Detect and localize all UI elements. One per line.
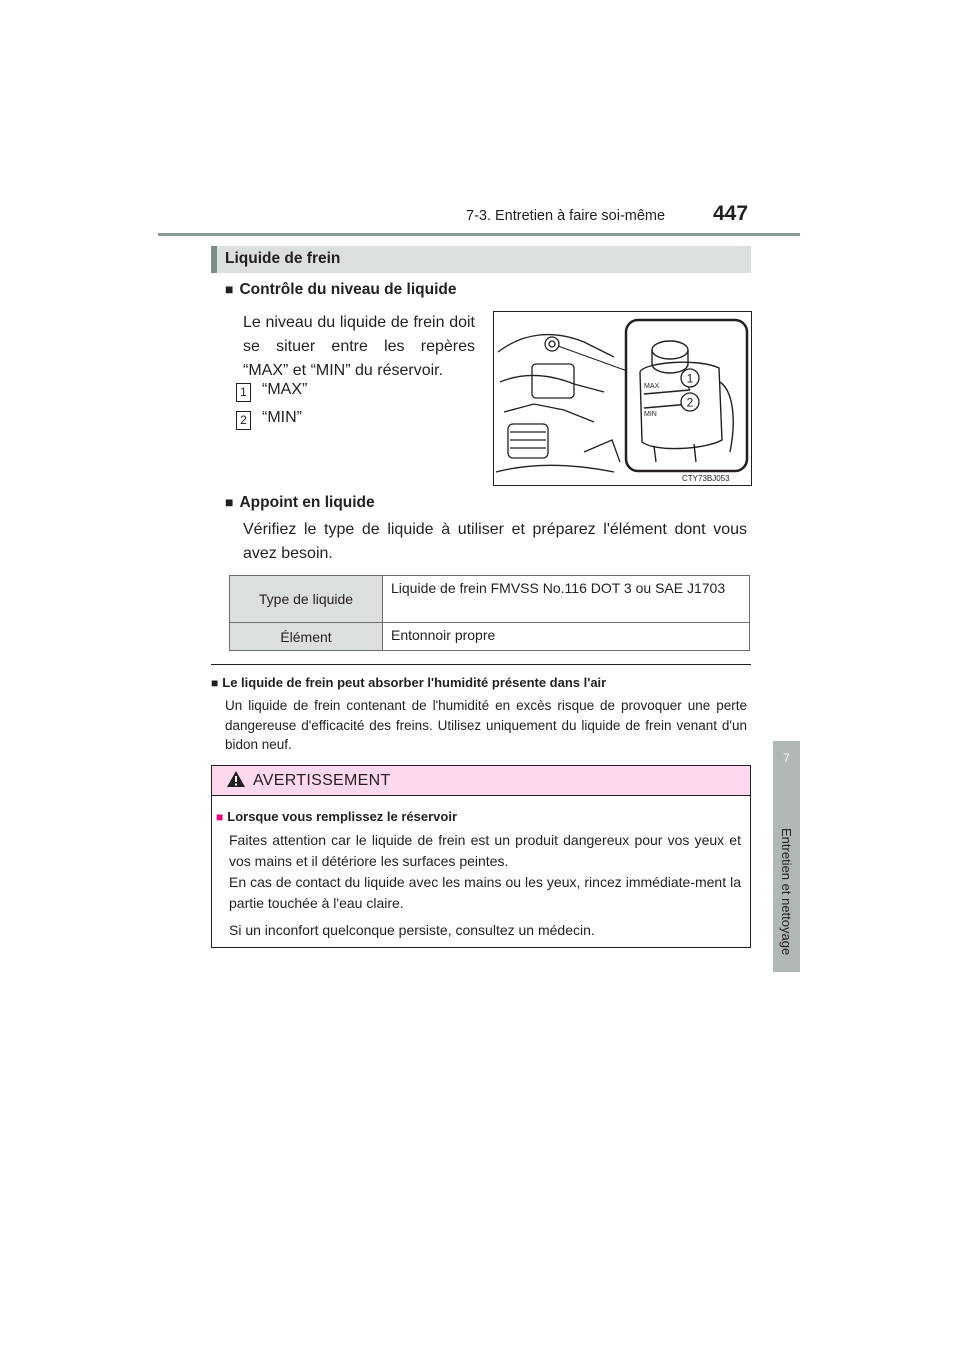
table-key: Type de liquide (230, 576, 383, 623)
table-row (230, 623, 750, 651)
table-row (230, 576, 750, 623)
header-divider (158, 233, 800, 236)
brake-fluid-reservoir-illustration (493, 311, 752, 486)
bullet-square-icon: ■ (225, 281, 234, 297)
hose-line (584, 440, 620, 462)
warning-paragraph: En cas de contact du liquide avec les mains ou les yeux, rincez immédiate-ment la partie touchée à l'eau claire. (229, 874, 741, 911)
fluid-spec-table (229, 575, 750, 651)
note-heading-text: Le liquide de frein peut absorber l'humidité présente dans l'air (222, 675, 607, 690)
note-heading (211, 675, 606, 690)
illustration-code: CTY73BJ053 (682, 474, 730, 483)
bullet-square-pink-icon: ■ (216, 810, 224, 824)
legend-label-min: “MIN” (262, 409, 302, 426)
callout-label-1: 1 (686, 371, 694, 386)
engine-line-3 (504, 404, 594, 422)
note-paragraph: Un liquide de frein contenant de l'humidité en excès risque de provoquer une perte dangereuse d'efficacité des freins. Utilisez uniquement du liquide de frein venant d'un bidon neuf. (225, 698, 747, 752)
warning-paragraph: Si un inconfort quelconque persiste, consultez un médecin. (229, 922, 595, 938)
check-heading (225, 281, 456, 299)
warning-body (229, 830, 741, 941)
page-number: 447 (713, 202, 749, 225)
battery-vents (510, 432, 546, 448)
table-value: Entonnoir propre (383, 623, 750, 651)
warning-paragraph: Faites attention car le liquide de frein est un produit dangereux pour vos yeux et vos mains et il détériore les surfaces peintes. (229, 832, 741, 869)
warning-triangle-icon (226, 770, 246, 788)
warning-title: AVERTISSEMENT (253, 772, 391, 789)
running-header-section: 7-3. Entretien à faire soi-même (466, 208, 666, 224)
legend-number-2: 2 (236, 411, 251, 430)
fender-line (496, 465, 614, 472)
warning-subheading (216, 809, 457, 824)
svg-text:MAX: MAX (644, 383, 660, 390)
chapter-title: Entretien et nettoyage (779, 828, 794, 956)
legend-number-1: 1 (236, 383, 251, 402)
section-title-marker (211, 246, 217, 273)
check-paragraph: Le niveau du liquide de frein doit se situer entre les repères “MAX” et “MIN” du réservoir. (243, 314, 475, 379)
refill-paragraph: Vérifiez le type de liquide à utiliser et préparez l'élément dont vous avez besoin. (243, 521, 747, 562)
chapter-number: 7 (783, 751, 790, 765)
engine-line-2 (500, 375, 604, 392)
check-heading-text: Contrôle du niveau de liquide (239, 281, 457, 298)
svg-text:MIN: MIN (644, 411, 657, 418)
reservoir-cap-small (545, 337, 559, 351)
engine-bay-drawing (494, 312, 751, 485)
table-value: Liquide de frein FMVSS No.116 DOT 3 ou SAE J1703 (383, 576, 750, 623)
table-key: Élément (230, 623, 383, 651)
warning-subheading-text: Lorsque vous remplissez le réservoir (227, 809, 458, 824)
legend-label-max: “MAX” (262, 381, 308, 398)
battery-block (508, 424, 548, 458)
callout-label-2: 2 (686, 395, 694, 410)
leader-line (558, 346, 630, 372)
bullet-square-icon: ■ (225, 494, 234, 510)
refill-heading-text: Appoint en liquide (239, 494, 375, 511)
section-title: Liquide de frein (225, 250, 341, 267)
note-divider (211, 664, 751, 665)
bullet-square-icon: ■ (211, 676, 219, 690)
refill-heading (225, 494, 375, 512)
